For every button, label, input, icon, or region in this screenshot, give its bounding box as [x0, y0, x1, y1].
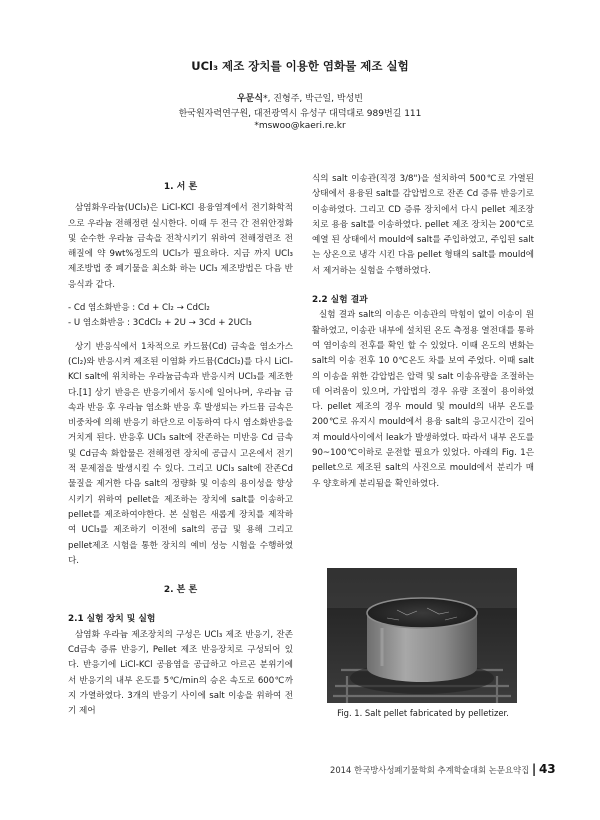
- equation-u-chlorination: - U 염소화반응 : 3CdCl₂ + 2U → 3Cd + 2UCl₃: [68, 318, 252, 329]
- intro-paragraph-2: 상기 반응식에서 1차적으로 카드뮴(Cd) 금속을 염소가스(Cl₂)와 반응시켜 제조된 이염화 카드뮴(CdCl₂)를 다시 LiCl-KCl salt에 위치하는 우라늄금속과 반응시켜 UCl₃를 제조한다.[1] 상기 반응은 반응기에서 동시에 일어나며, 우라늄 금속과 반응 후 우라늄 염소화 반응 후 발생되는 카드뮴 금속은 비중차에 의해 반응기 하단으로 이동하여 다시 염소화반응을 거치게 된다. 반응후 UCl₃ salt에 잔존하는 미반응 Cd 금속 및 Cd금속 화합물은 전해정련 장치에 공급시 고온에서 전기적 문제점을 발생시킬 수 있다. 그리고 UCl₃ salt에 잔존Cd 물질을 제거한 다음 salt의 정량화 및 이송의 용이성을 향상시키기 위하여 pellet을 제조하는 장치에 salt를 이송하고 pellet를 제조하여야한다. 본 실험은 새롭게 장치를 제작하여 UCl₃를 제조하기 이전에 salt의 공급 및 용해 그리고 pellet제조 시험을 통한 장치의 예비 성능 시험을 수행하였다.: [68, 341, 293, 566]
- page-number: 43: [538, 762, 556, 776]
- section-1-heading: 1. 서 론: [163, 182, 198, 192]
- page-footer: [330, 762, 556, 776]
- affiliation: 한국원자력연구원, 대전광역시 유성구 대덕대로 989번길 111: [178, 109, 422, 119]
- subsection-2-1-heading: 2.1 실험 장치 및 실험: [68, 614, 156, 625]
- figure-caption: Fig. 1. Salt pellet fabricated by pelletizer.: [337, 708, 509, 718]
- methods-paragraph: 삼염화 우라늄 제조장치의 구성은 UCl₃ 제조 반응기, 잔존 Cd금속 증류 반응기, Pellet 제조 반응장치로 구성되어 있다. 반응기에 LiCl-KCl 공융염을 공급하고 아르곤 분위기에서 반응기의 내부 온도를 5℃/min의 승온 속도로 600℃까지 가열하였다. 3개의 반응기 사이에 salt 이송을 위하여 전기 제어: [68, 629, 293, 717]
- methods-paragraph-continued: 식의 salt 이송관(직경 3/8")을 설치하여 500℃로 가열된 상태에서 용융된 salt를 감압법으로 잔존 Cd 증류 반응기로 이송하였다. 그리고 CD 증류 장치에서 다시 pellet 제조장치로 용융 salt를 이송하였다. pellet 제조 장치는 200℃로 예열 된 상태에서 mould에 salt를 주입하였고, 주입된 salt는 상온으로 냉각 시킨 다음 pellet 형태의 salt를 mould에서 제거하는 실험을 수행하였다.: [312, 174, 534, 276]
- subsection-2-2-heading: 2.2 실험 결과: [312, 295, 368, 306]
- salt-pellet-image: [327, 568, 517, 703]
- lead-author: 우문식: [236, 94, 264, 104]
- salt-pellet-photo: [327, 568, 517, 703]
- equation-cd-chlorination: - Cd 염소화반응 : Cd + Cl₂ → CdCl₂: [68, 303, 210, 314]
- left-column: [68, 180, 293, 720]
- section-2-heading: 2. 본 론: [163, 585, 198, 596]
- paper-title: UCl₃ 제조 장치를 이용한 염화물 제조 실험: [191, 59, 409, 73]
- co-authors: *, 진형주, 박근일, 박성빈: [263, 94, 363, 104]
- corresponding-email: *mswoo@kaeri.re.kr: [254, 121, 346, 131]
- results-paragraph: 실험 결과 salt의 이송은 이송관의 막힘이 없이 이송이 원활하였고, 이송관 내부에 설치된 온도 측정용 열전대를 통하여 염이송의 전후를 확인 할 수 있었다. 이때 온도의 변화는 salt의 이송 전후 10 0℃온도 차를 보여 주었다. 이때 salt의 이송을 위한 감압법은 압력 및 salt 이송유량을 조절하는데 어려움이 있으며, 가압법의 경우 유량 조절이 용이하였다. pellet 제조의 경우 mould 및 mould의 내부 온도를 200℃로 유지시 mould에서 용융 salt의 응고시간이 길어져 mould사이에서 leak가 발생하였다. 따라서 내부 온도를 90~100℃이하로 운전할 필요가 있었다. 아래의 Fig. 1은 pellet으로 제조된 salt의 사진으로 mould에서 분리가 매우 양호하게 분리됨을 확인하였다.: [312, 310, 534, 489]
- author-list: [0, 91, 600, 104]
- intro-paragraph-1: 삼염화우라늄(UCl₃)은 LiCl-KCl 용융염계에서 전기화학적으로 우라늄 전해정련 실시한다. 이때 두 전극 간 전위안정화 및 순수한 우라늄 금속을 전착시키기 위하여 전해정련조 전해질에 약 9wt%정도의 UCl₃가 필요하다. 지금 까지 UCl₃ 제조방법 중 폐기물을 최소화 하는 UCl₃ 제조방법은 다음 반응식과 같다.: [68, 203, 293, 290]
- footer-separator: |: [531, 762, 537, 776]
- proceedings-name: 2014 한국방사성폐기물학회 추계학술대회 논문요약집: [330, 765, 530, 775]
- right-column: [312, 172, 534, 492]
